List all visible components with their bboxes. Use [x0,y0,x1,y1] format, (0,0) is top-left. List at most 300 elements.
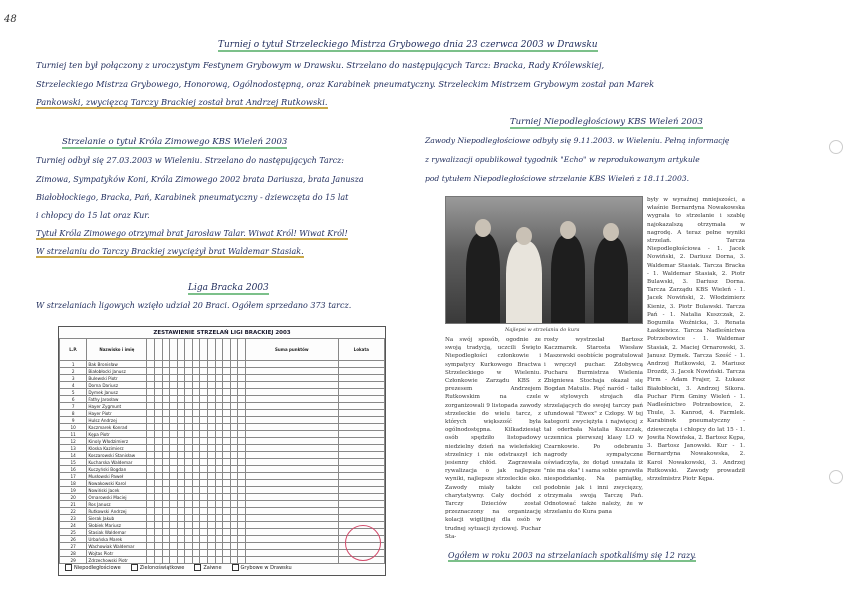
row-name: Urbańska Marek [87,536,147,543]
row-sum [246,410,339,417]
row-cell [208,459,216,466]
row-cell [223,424,231,431]
row-cell [170,508,178,515]
row-cell [162,508,170,515]
row-cell [162,389,170,396]
table-row [60,522,385,529]
row-cell [215,550,223,557]
row-cell [170,473,178,480]
row-cell [177,375,185,382]
row-cell [223,382,231,389]
table-row [60,480,385,487]
table-row [60,536,385,543]
row-cell [200,417,208,424]
row-cell [230,557,238,564]
row-cell [154,494,162,501]
row-cell [185,494,193,501]
row-cell [192,445,200,452]
main-line-3: Pankowski, zwycięzcą Tarczy Brackiej został brat Andrzej Rutkowski. [36,97,328,107]
row-name: Hayer Piotr [87,410,147,417]
row-cell [162,501,170,508]
row-cell [177,543,185,550]
row-sum [246,445,339,452]
row-cell [230,424,238,431]
row-cell [185,459,193,466]
table-row [60,424,385,431]
row-cell [154,557,162,564]
row-cell [223,452,231,459]
row-rank [338,508,384,515]
row-cell [208,438,216,445]
row-cell [208,501,216,508]
row-cell [177,508,185,515]
row-cell [192,543,200,550]
row-cell [200,396,208,403]
row-cell [192,473,200,480]
row-cell [170,501,178,508]
row-cell [223,410,231,417]
row-cell [223,459,231,466]
row-name: Nowakowski Karol [87,480,147,487]
row-number: 15 [60,459,87,466]
row-cell [208,445,216,452]
row-cell [238,452,246,459]
row-sum [246,501,339,508]
row-cell [170,536,178,543]
row-name: Dorna Dariusz [87,382,147,389]
liga-title: Liga Bracka 2003 [188,283,269,293]
row-cell [170,515,178,522]
row-cell [147,452,155,459]
table-row [60,494,385,501]
table-row [60,438,385,445]
row-cell [162,375,170,382]
table-row [60,361,385,368]
row-cell [223,543,231,550]
row-cell [170,550,178,557]
row-cell [170,543,178,550]
row-cell [192,403,200,410]
row-cell [192,431,200,438]
row-cell [223,522,231,529]
row-cell [185,473,193,480]
row-rank [338,389,384,396]
row-number: 1 [60,361,87,368]
main-line-1: Turniej ten był połączony z uroczystym Festynem Grybowym w Drawsku. Strzelano do następujących Tarcz: Bracka, Rady Królewskiej, [36,60,605,70]
table-row [60,501,385,508]
legend-item: Zaiwne [194,564,221,571]
row-cell [147,396,155,403]
legend-item: Grybowe w Drawsku [232,564,292,571]
row-cell [154,445,162,452]
row-number: 16 [60,466,87,473]
row-cell [185,361,193,368]
footer-line: Ogółem w roku 2003 na strzelaniach spotkaliśmy się 12 razy. [448,551,697,560]
row-cell [147,480,155,487]
row-cell [170,424,178,431]
table-row [60,403,385,410]
table-row [60,515,385,522]
row-number: 2 [60,368,87,375]
row-cell [147,410,155,417]
row-cell [162,494,170,501]
row-cell [154,368,162,375]
row-number: 18 [60,480,87,487]
niep-line-2: z rywalizacji opublikował tygodnik "Echo" w reprodukowanym artykule [425,155,700,164]
row-rank [338,494,384,501]
row-cell [215,424,223,431]
row-number: 27 [60,543,87,550]
results-grid [59,338,385,564]
row-cell [223,536,231,543]
row-cell [192,515,200,522]
liga-line: W strzelaniach ligowych wzięło udział 20 Braci. Ogółem sprzedano 373 tarcz. [36,301,352,310]
row-cell [238,445,246,452]
col-header [192,339,200,361]
row-cell [238,361,246,368]
row-cell [223,494,231,501]
row-cell [238,473,246,480]
row-cell [208,452,216,459]
row-sum [246,375,339,382]
row-cell [162,515,170,522]
row-name: Ornarowski Maciej [87,494,147,501]
col-header [154,339,162,361]
row-cell [185,382,193,389]
table-row [60,550,385,557]
row-cell [185,501,193,508]
row-cell [154,438,162,445]
row-cell [162,543,170,550]
row-name: Bulewski Piotr [87,375,147,382]
row-cell [215,382,223,389]
row-cell [238,389,246,396]
row-cell [192,361,200,368]
row-cell [147,557,155,564]
row-cell [177,445,185,452]
row-cell [215,508,223,515]
row-cell [238,396,246,403]
col-header: Suma punktów [246,339,339,361]
table-row [60,431,385,438]
table-row [60,557,385,564]
row-rank [338,480,384,487]
row-cell [154,480,162,487]
row-cell [223,515,231,522]
row-cell [230,501,238,508]
row-cell [147,466,155,473]
row-cell [215,361,223,368]
row-cell [154,403,162,410]
row-cell [154,543,162,550]
row-cell [208,529,216,536]
row-cell [185,466,193,473]
row-cell [215,403,223,410]
row-cell [223,361,231,368]
row-cell [170,396,178,403]
col-header: Nazwisko i imię [87,339,147,361]
row-cell [238,480,246,487]
row-sum [246,536,339,543]
row-cell [170,375,178,382]
row-cell [215,452,223,459]
row-number: 25 [60,529,87,536]
row-cell [200,438,208,445]
row-cell [147,529,155,536]
row-rank [338,445,384,452]
row-cell [215,389,223,396]
row-cell [147,522,155,529]
row-name: Białobłocki Janusz [87,368,147,375]
row-cell [230,487,238,494]
row-cell [170,487,178,494]
row-sum [246,424,339,431]
row-cell [215,431,223,438]
page-number: 48 [4,14,17,25]
row-cell [238,487,246,494]
krol-line-3: Białobłockiego, Bracka, Pań, Karabinek pneumatyczny - dziewczęta do 15 lat [36,193,349,202]
row-cell [208,389,216,396]
row-cell [147,361,155,368]
row-cell [147,368,155,375]
row-rank [338,375,384,382]
row-cell [185,445,193,452]
row-cell [177,487,185,494]
main-line-2: Strzeleckiego Mistrza Grybowego, Honorową, Ogólnodostępną, oraz Karabinek pneumatyczny. Strzeleckim Mistrzem Grybowym został pan Marek [36,79,655,89]
row-cell [215,473,223,480]
row-name: Nowiński Jacek [87,487,147,494]
row-cell [154,515,162,522]
row-cell [192,368,200,375]
row-cell [230,466,238,473]
row-cell [208,515,216,522]
row-cell [154,466,162,473]
row-cell [154,501,162,508]
row-cell [177,424,185,431]
row-rank [338,487,384,494]
row-cell [215,438,223,445]
row-cell [192,480,200,487]
row-sum [246,417,339,424]
row-cell [170,452,178,459]
row-name: Bak Bronisław [87,361,147,368]
row-cell [230,382,238,389]
row-cell [200,473,208,480]
row-sum [246,522,339,529]
row-name: Kloska Kazimierz [87,445,147,452]
row-cell [230,375,238,382]
row-sum [246,557,339,564]
row-cell [200,403,208,410]
row-cell [192,375,200,382]
punch-hole [829,470,843,484]
row-cell [223,389,231,396]
row-number: 29 [60,557,87,564]
row-cell [208,410,216,417]
row-sum [246,361,339,368]
row-name: Sierak Jakub [87,515,147,522]
krol-line-2: Zimowa, Sympatyków Koni, Króla Zimowego 2002 brata Dariusza, brata Janusza [36,175,364,184]
row-cell [230,480,238,487]
row-cell [147,508,155,515]
row-name: Fathy Jarosław [87,396,147,403]
row-cell [162,550,170,557]
row-cell [154,522,162,529]
col-header [162,339,170,361]
row-cell [147,431,155,438]
niep-line-1: Zawody Niepodległościowe odbyły się 9.11.2003. w Wieleniu. Pełną informację [425,136,730,145]
main-title: Turniej o tytuł Strzeleckiego Mistrza Grybowego dnia 23 czerwca 2003 w Drawsku [218,40,598,50]
row-sum [246,368,339,375]
row-cell [185,389,193,396]
row-cell [185,417,193,424]
row-cell [162,466,170,473]
niep-title: Turniej Niepodległościowy KBS Wieleń 2003 [510,117,703,127]
row-cell [208,473,216,480]
row-rank [338,438,384,445]
row-cell [200,375,208,382]
row-number: 4 [60,382,87,389]
row-cell [230,403,238,410]
row-cell [223,375,231,382]
row-cell [162,403,170,410]
row-cell [230,438,238,445]
row-cell [170,382,178,389]
row-cell [208,361,216,368]
row-cell [154,424,162,431]
row-number: 23 [60,515,87,522]
row-cell [162,557,170,564]
row-cell [162,417,170,424]
row-cell [192,417,200,424]
row-cell [170,529,178,536]
row-cell [238,536,246,543]
table-row [60,459,385,466]
row-cell [238,424,246,431]
row-number: 14 [60,452,87,459]
row-rank [338,424,384,431]
row-cell [238,459,246,466]
row-cell [215,480,223,487]
row-cell [147,515,155,522]
row-cell [185,431,193,438]
row-cell [215,487,223,494]
row-cell [185,396,193,403]
row-cell [177,382,185,389]
table-row [60,445,385,452]
row-cell [185,557,193,564]
col-header [238,339,246,361]
krol-line-1: Turniej odbył się 27.03.2003 w Wieleniu. Strzelano do następujących Tarcz: [36,156,344,165]
row-rank [338,452,384,459]
row-cell [223,368,231,375]
row-cell [162,361,170,368]
col-header [208,339,216,361]
row-cell [208,522,216,529]
row-cell [208,494,216,501]
row-cell [223,396,231,403]
row-rank [338,396,384,403]
row-cell [185,550,193,557]
row-cell [223,557,231,564]
row-cell [200,522,208,529]
row-cell [223,487,231,494]
row-cell [154,473,162,480]
table-row [60,375,385,382]
row-cell [162,480,170,487]
row-cell [215,375,223,382]
row-cell [147,389,155,396]
row-cell [147,501,155,508]
row-number: 10 [60,424,87,431]
row-cell [238,466,246,473]
row-cell [154,452,162,459]
row-cell [192,501,200,508]
row-cell [162,368,170,375]
row-cell [177,529,185,536]
row-number: 22 [60,508,87,515]
row-cell [230,529,238,536]
row-cell [192,557,200,564]
row-cell [215,543,223,550]
legend-item: Niepodległościowe [65,564,121,571]
col-header [215,339,223,361]
row-sum [246,473,339,480]
row-cell [154,529,162,536]
row-number: 28 [60,550,87,557]
row-cell [147,536,155,543]
legend-item: Zielonoświątkowe [131,564,185,571]
row-cell [162,459,170,466]
row-name: Ros Janusz [87,501,147,508]
row-cell [200,424,208,431]
row-sum [246,389,339,396]
table-row [60,487,385,494]
row-sum [246,480,339,487]
row-number: 5 [60,389,87,396]
row-cell [147,543,155,550]
table-row [60,543,385,550]
table-row [60,473,385,480]
col-header [223,339,231,361]
row-cell [238,508,246,515]
punch-hole [829,140,843,154]
row-cell [230,543,238,550]
row-sum [246,431,339,438]
winners-photo [445,196,643,324]
row-cell [147,445,155,452]
row-cell [177,396,185,403]
row-cell [238,550,246,557]
row-cell [177,466,185,473]
row-cell [147,438,155,445]
row-cell [185,529,193,536]
row-cell [147,417,155,424]
row-rank [338,361,384,368]
row-sum [246,438,339,445]
row-cell [177,438,185,445]
row-cell [192,522,200,529]
row-cell [177,368,185,375]
row-cell [238,368,246,375]
row-cell [223,466,231,473]
row-cell [185,543,193,550]
row-cell [200,536,208,543]
row-cell [185,375,193,382]
row-rank [338,459,384,466]
row-name: Wojtas Piotr [87,550,147,557]
row-cell [215,368,223,375]
